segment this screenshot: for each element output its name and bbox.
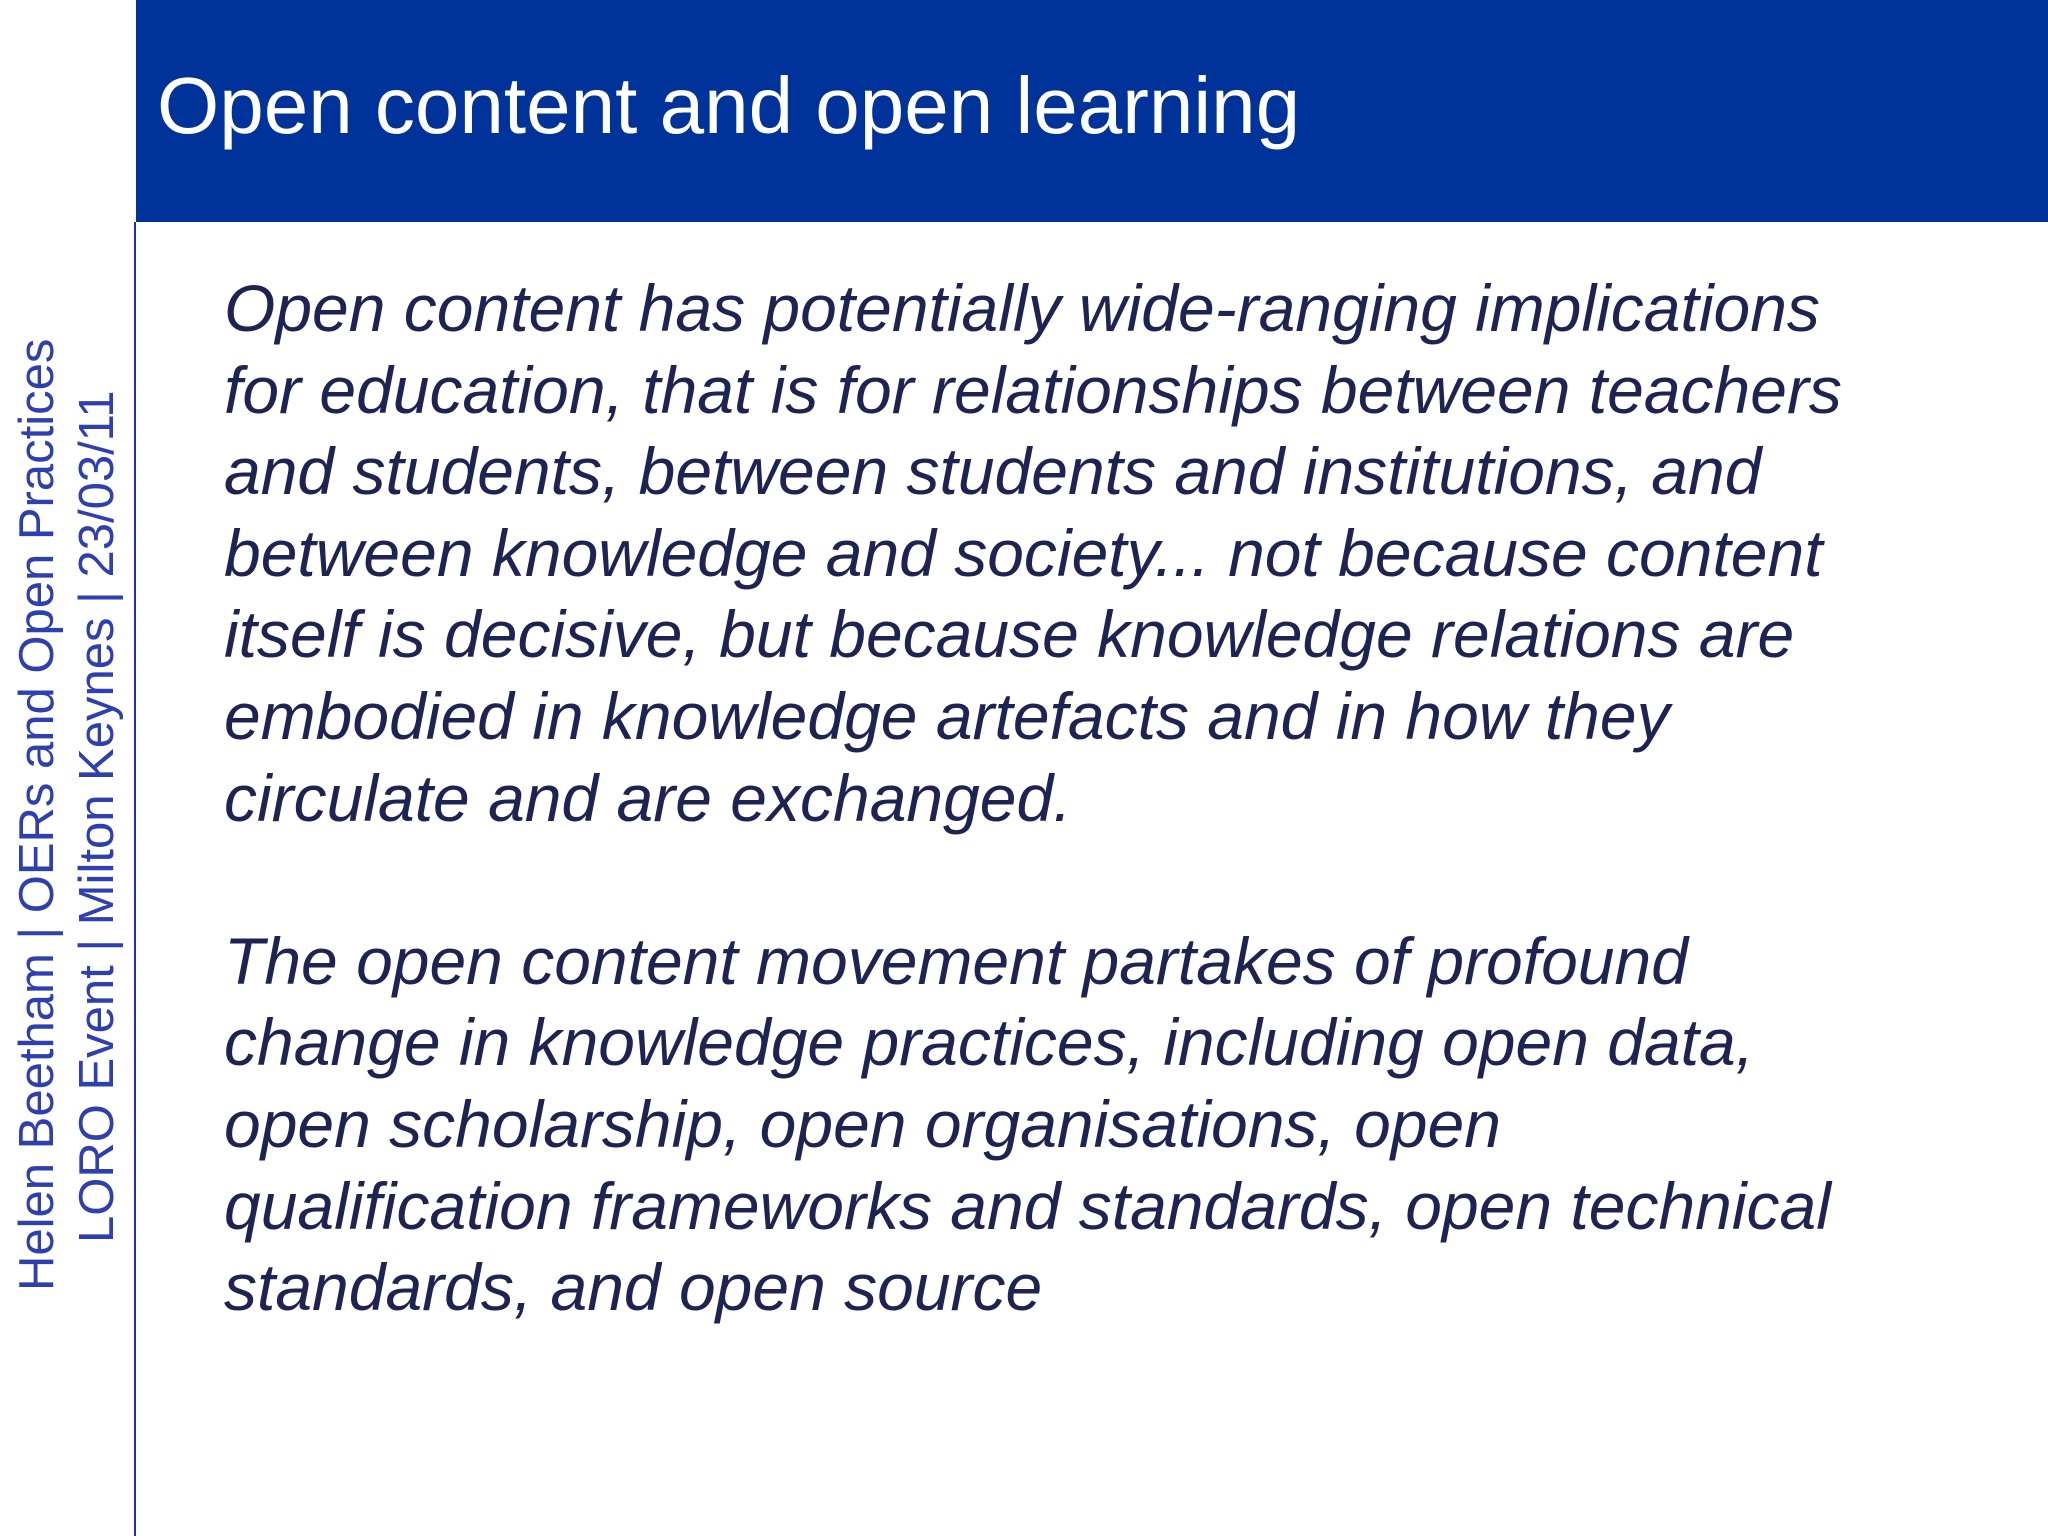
footer-presenter: Helen Beetham | OERs and Open Practices: [10, 338, 64, 1291]
quote-paragraph: [224, 268, 2024, 839]
quote-line: embodied in knowledge artefacts and in how they: [224, 678, 1670, 753]
quote-line: Open content has potentially wide-ranging implications: [224, 271, 1820, 345]
quote-line: circulate and are exchanged.: [224, 760, 1072, 835]
quote-line: standards, and open source: [224, 1250, 1043, 1325]
quote-paragraph: [224, 921, 2024, 1329]
quote-line: itself is decisive, but because knowledge relations are: [224, 597, 1795, 672]
quote-body: [224, 268, 2024, 1329]
footer-event: LORO Event | Milton Keynes | 23/03/11: [70, 390, 124, 1243]
quote-line: qualification frameworks and standards, open technical: [224, 1168, 1831, 1243]
quote-line: change in knowledge practices, including open data,: [224, 1005, 1755, 1080]
left-divider: [134, 222, 136, 1536]
quote-line: for education, that is for relationships between teachers: [224, 352, 1842, 427]
vertical-footer: [7, 206, 127, 1306]
quote-line: open scholarship, open organisations, open: [224, 1086, 1501, 1161]
quote-line: and students, between students and institutions, and: [224, 434, 1762, 509]
slide-title: Open content and open learning: [157, 61, 1301, 150]
quote-line: between knowledge and society... not because content: [224, 515, 1823, 590]
quote-line: The open content movement partakes of profound: [224, 923, 1688, 998]
